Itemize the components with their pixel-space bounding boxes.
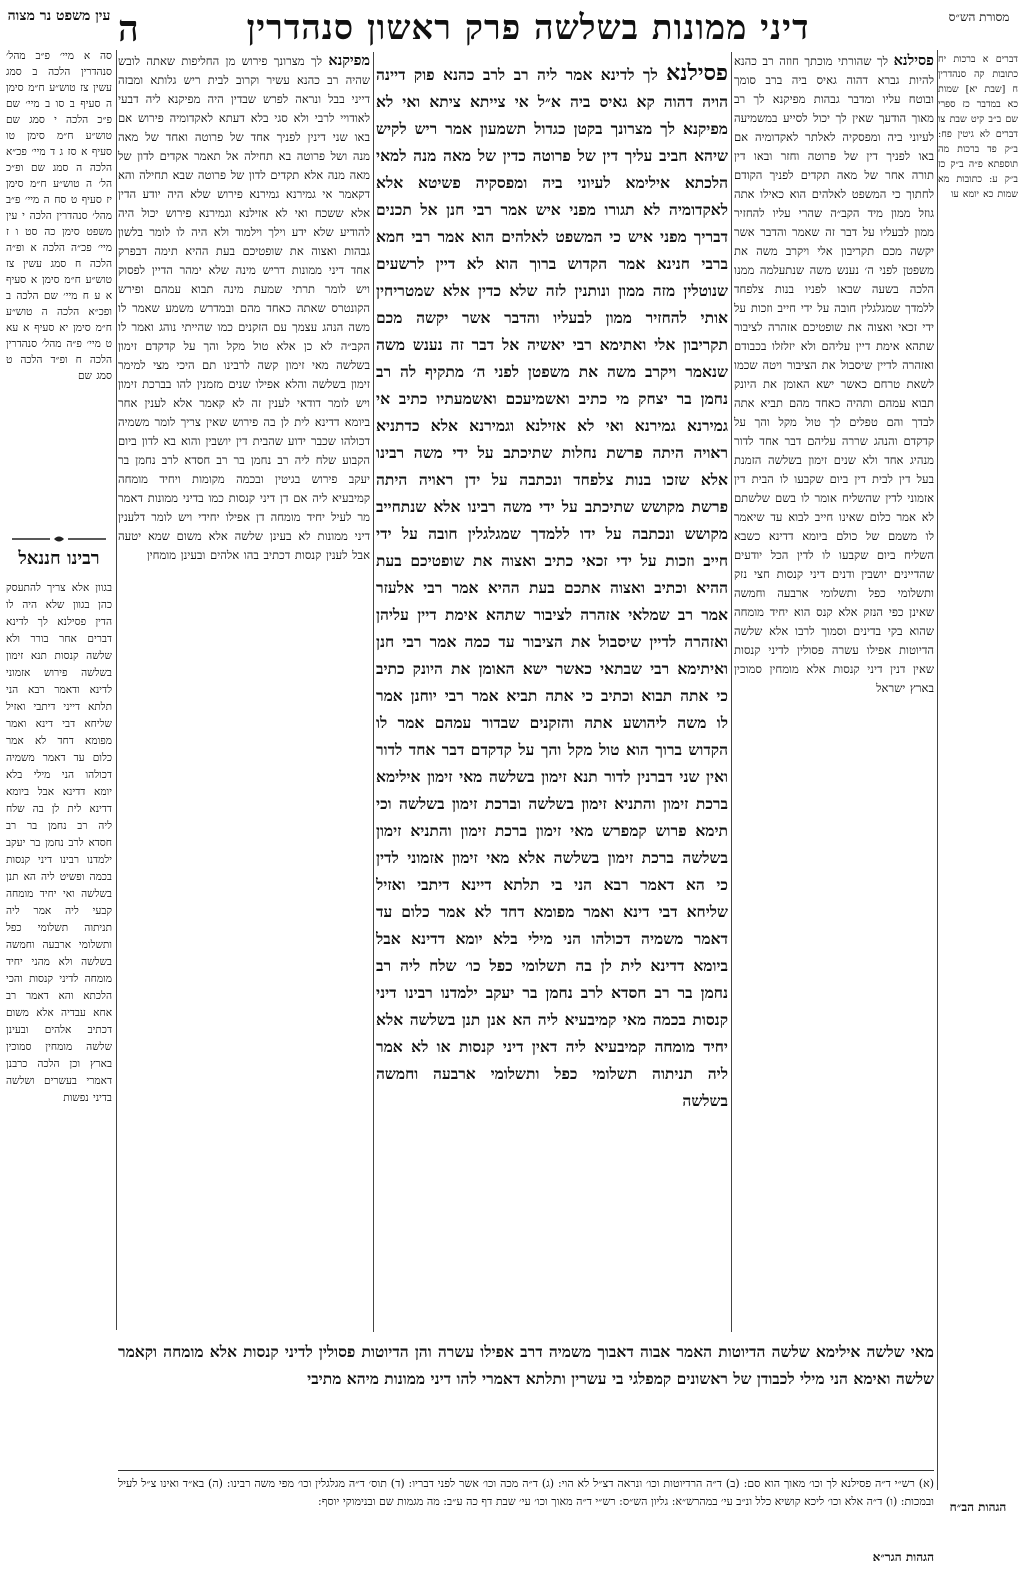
tosafot-column (118, 52, 370, 1482)
mesoret-hashas-column (938, 52, 1018, 1492)
ein-mishpat-text: סה א מיי׳ פ״ב מהל׳ סנהדרין הלכה ב סמג עשין צז טוש״ע ח״מ סימן ה סעיף ב סו ב מיי׳ שם פ״כ הלכה י סמג שם טוש״ע ח״מ סימן טו סעיף א סז ג ד מיי׳ פכ״א הלכה ה סמג שם ופ״כ הל׳ ה טוש״ע ח״מ סימן יז סעיף ט סח ה מיי׳ פ״ב מהל׳ סנהדרין הלכה י עין משפט סימן כה סט ו ז מיי׳ פכ״ה הלכה א ופ״ה הלכה ח סמג עשין צז טוש״ע ח״מ סימן א סעיף א ע ח מיי׳ שם הלכה ב ופכ״א הלכה ה טוש״ע ח״מ סימן יא סעיף א עא ט מיי׳ פ״ה מהל׳ סנהדרין הלכה ח ופ״ד הלכה ט סמג שם (6, 50, 112, 382)
tosafot-text: לך מצרונך פירוש מן החליפות שאתה לובש שהיה רב כהנא עשיר וקרוב לבית ריש גלותא ומבזה דייני בבל ונראה לפרש שבדין היה מפיקנא ליה דבעי לאודויי לרבי ולא סגי בלא דעתא לאקדומיה פירוש אם באו שני דינין לפניך אחד של פרוטה ואחד של מאה מנה ושל פרוטה בא תחילה אל תאמר אקדים לדון של מאה מנה אלא תקדים לדון של פרוטה שבא תחילה והא דקאמר אי גמירנא גמירנא פירוש שלא היה יודע הדין אלא ששכח ואי לא אזילנא וגמירנא פירוש יכול היה להודיע שלא ידע וילך וילמוד ולא היה לו לומר בלשון גבהות ואצוה את שופטיכם בעת ההיא תימה דבפרק אחד דיני ממונות דריש מינה שלא ימהר הדיין לפסוק ויש לומר תרתי שמעת מינה תבוא עמהם ופירש הקונטרס שאתה כאחד מהם ובמדרש משמע שאמר לו משה הנהג עצמך עם הזקנים כמו שהייתי נוהג ואמר לו הקב״ה לא כן אלא טול מקל והך על קדקדם זימון בשלשה מאי זימון קשה לרבינו תם היכי מצי למימר זימון בשלשה והלא אפילו שנים מזמנין להו בברכת זימון ויש לומר דודאי לענין זה לא קאמר אלא לענין אחר ביומא דדינא לית לן בה פירוש שאין צריך לומר משמיה דכולהו שכבר ידוע שהבית דין יושבין והוא בא לדון ביום הקבוע שלח ליה רב נחמן בר רב חסדא לרב נחמן בר יעקב פירוש בגיטין ובכמה מקומות ויחיד מומחה קמיבעיא ליה אם דן דיני קנסות כמו בדיני ממונות דאמר מר לעיל יחיד מומחה דן אפילו יחידי ויש לומר דלענין דיני ממונות לא בעינן שלשה אלא משום שמא יטעה אבל לענין קנסות דכתיב בהו אלהים ובעינן מומחין (118, 54, 370, 562)
rabbenu-chananel-title: רבינו חננאל (18, 548, 100, 569)
tosafot-opening-word: מפיקנא (328, 53, 370, 69)
footnotes-text: (א) רש״י ד״ה פסילנא לך וכו׳ מאוך הוא סם: (ב) ד״ה הרדיוטות וכו׳ ונראה דצ״ל לא הוי: (ג) ד״ה מכה וכו׳ אשר לפני דבריו: (ד) תוס׳ ד״ה מגלגלין וכו׳ מפי משה רבינו: (ה) בא״ד ואינו צ״ל לעיל ובמכות: (ו) ד״ה אלא וכו׳ ליכא קושיא כלל ונ״ב עי׳ במהרש״א: גליון הש״ס: רש״י ד״ה מאוך וכו׳ עי׳ שבת דף כה ע״ב: מה מגמות שם ובנימוקי יוסף: (118, 1477, 934, 1508)
gemara-opening-word: פסילנא (666, 60, 728, 86)
rabbenu-chananel-column (6, 580, 112, 1560)
rashi-text: לך שהורתי מוכתך חוזה רב כהנא להיות גברא דהוה גאיס ביה ברב סומך ובוטח עליו ומדבר גבהות מפיקנא לך רב מאוך הודעך שאין לך יכול לסייע במשמיעה לעיוני ביה ומפסקיה לאלתר לאקדומיה אם באו לפניך דין של פרוטה וחזר ובאו דין תורה אחר של מאה תקדים לפניך הקודם לחתוך כי המשפט לאלהים הוא כאילו אתה גוזל ממון מיד הקב״ה שהרי עליו להחזיר ממון לבעליו על דבר זה שאמר והדבר אשר יקשה מכם תקריבון אלי ויקרב משה את משפטן לפני ה׳ נענש משה שנתעלמה ממנו הלכה בשעה שבאו לפניו בנות צלפחד ללמדך שמגלגלין חובה על ידי חייב וזכות על ידי זכאי ואצוה את שופטיכם אזהרה לציבור שתהא אימת דיין עליהם ולא יזלזלו בכבודם ואזהרה לדיין שיסבול את הציבור ויטה שכמו לשאת טרחם כאשר ישא האומן את היונק תבוא עמהם ותהיה כאחד מהם תביא אתה לבדך והם טפלים לך טול מקל והך על קדקדם והנהג שררה עליהם דבר אחד לדור מנהיג אחד ולא שנים זימון בשלשה הזמנת בעל דין לבית דין ביום שקבעו לו הבית דין אזמוני לדין שהשליח אומר לו בשם שלשתם לא אמר כלום שאינו חייב לבוא עד שיאמר לו משמם של כולם ביומא דדינא כשבא השליח ביום שקבעו לו לדין הכל יודעים שהדיינים יושבין ודנים דיני קנסות חצי נזק ותשלומי כפל ותשלומי ארבעה וחמשה שאינן כפי הנזק אלא קנס הוא יחיד מומחה שהוא בקי בדינים וסמוך לרבו אלא שלשה הדיוטות אפילו עשרה פסולין לדיני קנסות שאין דנין דיני קנסות אלא מומחין סמוכין בארץ ישראל (734, 54, 934, 695)
haggahot-footnotes (118, 1470, 934, 1545)
folio-letter: ה (118, 8, 139, 50)
haggahot-hagra-label: הגהות הגר״א (872, 1550, 934, 1564)
rashi-opening-word: פסילנא (893, 53, 934, 69)
rabbenu-chananel-text: בגוון אלא צריך להתעסק כהן בגוון שלא היה לו הדין פסילנא לך לדינא דברים אחר בורר ולא שלשה קנסות תנא זימון בשלשה פירוש אזמוני לדינא ודאמר רבא הני תלתא דייני דיתבי ואזיל שליחא דבי דינא ואמר מפומא דחד לא אמר כלום עד דאמר משמיה דכולהו הני מילי בלא יומא דדינא אבל ביומא דדינא לית לן בה שלח ליה רב נחמן בר רב חסדא לרב נחמן בר יעקב ילמדנו רבינו דיני קנסות בכמה ופשיט ליה הא תנן בשלשה ואי יחיד מומחה קבעי ליה אמר ליה תניתוה תשלומי כפל ותשלומי ארבעה וחמשה בשלשה ולא מהני יחיד מומחה לדיני קנסות והכי הלכתא והא דאמר רב אחא עבדיה אלא משום דכתיב אלהים ובעינן שלשה מומחין סמוכין בארץ וכן הלכה כרבנן דאמרי בעשרים ושלשה בדיני נפשות (6, 582, 112, 1104)
page-header (118, 8, 938, 46)
running-title: דיני ממונות בשלשה פרק ראשון סנהדרין (246, 8, 810, 48)
ein-mishpat-label: עין משפט נר מצוה (7, 8, 111, 24)
ornament-divider (10, 534, 108, 544)
haggahot-habach-label: הגהות הב״ח (949, 1500, 1007, 1514)
mesoret-text: דברים א ברכות יח כתובות קה סנהדרין ח [שבת יא] שמות כא במדבר כז ספרי שם ב״ב קיט שבת צו דברים לא גיטין פח: ב״ק פד ברכות מה תוספתא פ״ה ב״ק כז ב״ק ע: כתובות מא שמות כא יומא עו (938, 54, 1018, 200)
column-rule (731, 52, 732, 1332)
ein-mishpat-column (6, 48, 112, 518)
rashi-column (734, 52, 934, 1482)
gemara-column (376, 60, 728, 1330)
column-rule (116, 50, 117, 1330)
gemara-bottom-block (118, 1338, 934, 1468)
column-rule (373, 52, 374, 1332)
gemara-text: לך לדינא אמר ליה רב לרב כהנא פוק דיינה הויה דהוה קא גאיס ביה א״ל אי צייתא ציתא ואי לא מפיקנא לך מצרונך בקטן כגדול תשמעון אמר ריש לקיש שיהא חביב עליך דין של פרוטה כדין של מאה מנה למאי הלכתא אילימא לעיוני ביה ומפסקיה פשיטא אלא לאקדומיה לא תגורו מפני איש אמר רבי חנן אל תכנים דבריך מפני איש כי המשפט לאלהים הוא אמר רבי חמא ברבי חנינא אמר הקדוש ברוך הוא לא דיין לרשעים שנוטלין מזה ממון ונותנין לזה שלא כדין אלא שמטריחין אותי להחזיר ממון לבעליו והדבר אשר יקשה מכם תקריבון אלי ואתימא רבי יאשיה אל דבר זה נענש משה שנאמר ויקרב משה את משפטן לפני ה׳ מתקיף לה רב נחמן בר יצחק מי כתיב ואשמיעכם ואשמעתיו כתיב אי גמירנא גמירנא ואי לא אזילנא וגמירנא אלא כדתניא ראויה היתה פרשת נחלות שתיכתב על ידי משה רבינו אלא שזכו בנות צלפחד ונכתבה על ידן ראויה היתה פרשת מקושש שתיכתב על ידי משה רבינו אלא שנתחייב מקושש ונכתבה על ידו ללמדך שמגלגלין חובה על ידי חייב וזכות על ידי זכאי כתיב ואצוה את שופטיכם בעת ההיא וכתיב ואצוה אתכם בעת ההיא אמר רבי אלעזר אמר רב שמלאי אזהרה לציבור שתהא אימת דיין עליהן ואזהרה לדיין שיסבול את הציבור עד כמה אמר רבי חנן ואיתימא רבי שבתאי כאשר ישא האומן את היונק כתיב כי אתה תבוא וכתיב כי אתה תביא אמר רבי יוחנן אמר לו משה ליהושע אתה והזקנים שבדור עמהם אמר לו הקדוש ברוך הוא טול מקל והך על קדקדם דבר אחד לדור ואין שני דברנין לדור תנא זימון בשלשה מאי זימון אילימא ברכת זימון והתניא זימון בשלשה וברכת זימון בשלשה וכי תימא פרוש קמפרש מאי זימון ברכת זימון והתניא זימון בשלשה ברכת זימון בשלשה אלא מאי זימון אזמוני לדין כי הא דאמר רבא הני בי תלתא דיינא דיתבי ואזיל שליחא דבי דינא ואמר מפומא דחד לא אמר כלום עד דאמר משמיה דכולהו הני מילי בלא יומא דדינא אבל ביומא דדינא לית לן בה תשלומי כפל כו׳ שלח ליה רב נחמן בר רב חסדא לרב נחמן בר יעקב ילמדנו רבינו דיני קנסות בכמה מאי קמיבעיא ליה הא אנן תנן בשלשה אלא יחיד מומחה קמיבעיא ליה דאין דיני קנסות או לא אמר ליה תניתוה תשלומי כפל ותשלומי ארבעה וחמשה בשלשה (376, 65, 728, 1110)
gemara-bottom-text: מאי שלשה אילימא שלשה הדיוטות האמר אבוה דאבוך משמיה דרב אפילו עשרה והן הדיוטות פסולין לדיני קנסות אלא מומחה וקאמר שלשה ואימא הני מילי לכבודן של ראשונים קמפלגי בי עשרין ותלתא דאמרי להו דיני ממונות מיהא מתיבי (118, 1342, 934, 1388)
mesoret-label: מסורת הש״ס (948, 10, 1010, 24)
